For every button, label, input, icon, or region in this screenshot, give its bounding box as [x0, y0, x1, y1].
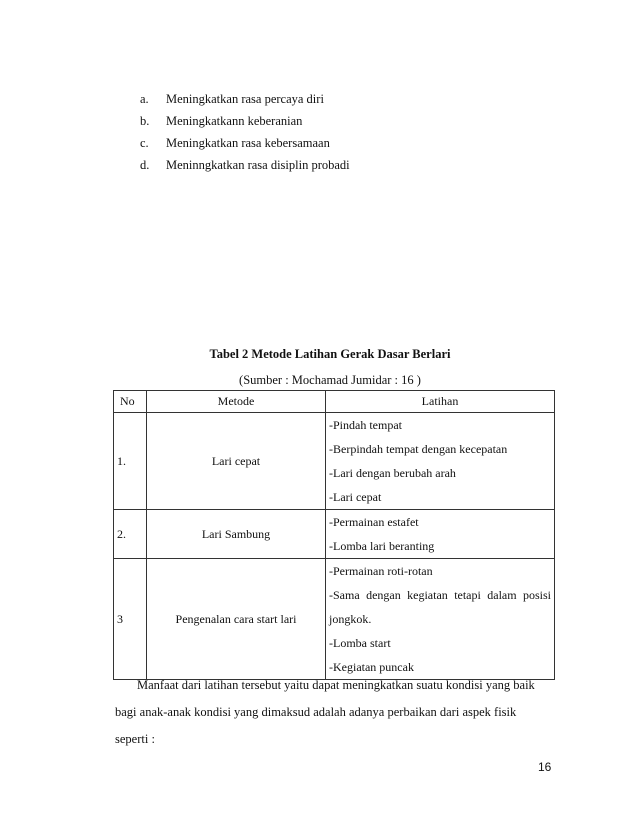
list-item — [140, 154, 350, 176]
table-row — [114, 510, 555, 559]
latihan-line: -Permainan roti-rotan — [329, 564, 433, 578]
row-no: 3 — [114, 559, 147, 680]
list-letter: b. — [140, 114, 150, 128]
list-text: Meninngkatkan rasa disiplin probadi — [166, 158, 350, 172]
body-paragraph — [115, 672, 555, 753]
list-item — [140, 88, 350, 110]
row-metode: Pengenalan cara start lari — [147, 559, 326, 680]
row-metode: Lari cepat — [147, 413, 326, 510]
latihan-line: -Berpindah tempat dengan kecepatan — [329, 442, 508, 456]
list-text: Meningkatkan rasa kebersamaan — [166, 136, 330, 150]
list-text: Meningkatkan rasa percaya diri — [166, 92, 324, 106]
row-latihan — [326, 559, 555, 680]
latihan-line: jongkok. — [329, 612, 372, 626]
paragraph-line: seperti : — [115, 732, 155, 746]
header-no: No — [114, 391, 147, 413]
list-item — [140, 110, 350, 132]
method-table — [113, 390, 555, 680]
list-letter: d. — [140, 158, 150, 172]
table-row — [114, 413, 555, 510]
list-letter: a. — [140, 92, 149, 106]
row-no: 1. — [114, 413, 147, 510]
latihan-line: -Permainan estafet — [329, 515, 419, 529]
page-number: 16 — [538, 760, 552, 774]
latihan-line: -Lomba lari beranting — [329, 539, 435, 553]
table-header-row — [114, 391, 555, 413]
row-latihan — [326, 510, 555, 559]
latihan-line: -Kegiatan puncak — [329, 660, 414, 674]
list-letter: c. — [140, 136, 149, 150]
row-metode: Lari Sambung — [147, 510, 326, 559]
latihan-line: -Lari dengan berubah arah — [329, 466, 456, 480]
latihan-line: -Sama dengan kegiatan tetapi dalam posisi — [329, 588, 551, 602]
paragraph-line: Manfaat dari latihan tersebut yaitu dapat meningkatkan suatu kondisi yang baik — [137, 678, 535, 692]
latihan-line: -Lomba start — [329, 636, 391, 650]
list-item — [140, 132, 350, 154]
header-latihan: Latihan — [326, 391, 555, 413]
latihan-line: -Pindah tempat — [329, 418, 402, 432]
row-latihan — [326, 413, 555, 510]
benefit-list — [140, 88, 350, 176]
latihan-line: -Lari cepat — [329, 490, 382, 504]
list-text: Meningkatkann keberanian — [166, 114, 303, 128]
table-source: (Sumber : Mochamad Jumidar : 16 ) — [239, 373, 421, 387]
paragraph-line: bagi anak-anak kondisi yang dimaksud adalah adanya perbaikan dari aspek fisik — [115, 705, 517, 719]
table-title: Tabel 2 Metode Latihan Gerak Dasar Berlari — [209, 347, 451, 361]
header-metode: Metode — [147, 391, 326, 413]
row-no: 2. — [114, 510, 147, 559]
table-row — [114, 559, 555, 680]
